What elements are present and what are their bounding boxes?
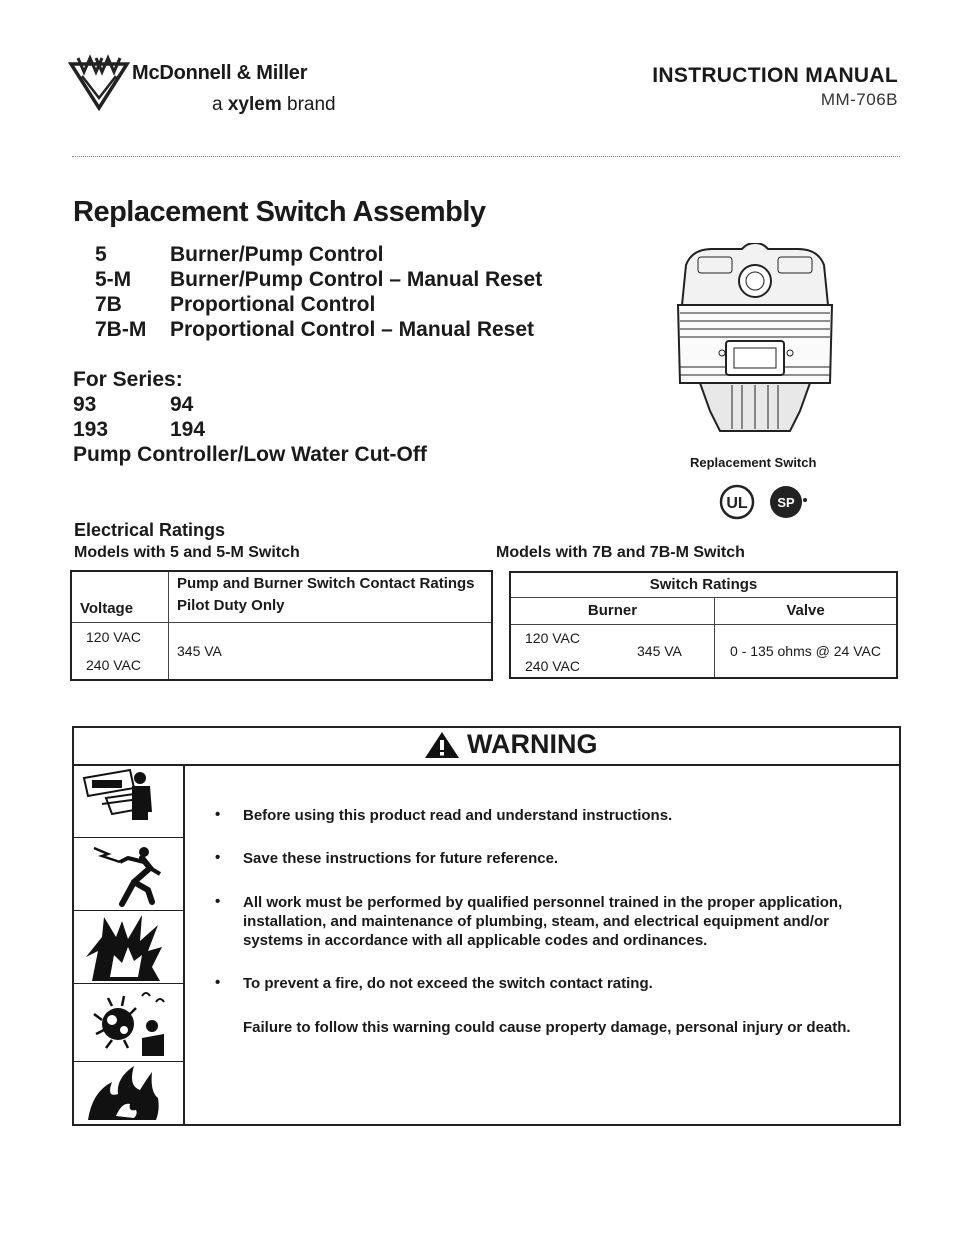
replacement-switch-image bbox=[672, 243, 838, 443]
series-description: Pump Controller/Low Water Cut-Off bbox=[73, 443, 427, 466]
bullet-marker: • bbox=[215, 974, 221, 991]
switch-ratings-header: Switch Ratings bbox=[510, 572, 897, 597]
valve-cell: 0 - 135 ohms @ 24 VAC bbox=[715, 624, 898, 678]
series-row: 93 94 bbox=[73, 393, 194, 416]
voltage-cell: 120 VAC 240 VAC bbox=[71, 622, 169, 680]
warning-bullet: Save these instructions for future reference. bbox=[243, 850, 559, 867]
brand-tagline: a xylem brand bbox=[212, 94, 336, 115]
contact-ratings-header: Pump and Burner Switch Contact Ratings Pilot Duty Only bbox=[169, 571, 493, 622]
model-row: 7B-M Proportional Control – Manual Reset bbox=[95, 318, 535, 341]
model-row: 5-M Burner/Pump Control – Manual Reset bbox=[95, 268, 543, 291]
image-caption: Replacement Switch bbox=[690, 455, 817, 470]
valve-header: Valve bbox=[715, 597, 898, 624]
bullet-marker: • bbox=[215, 893, 221, 910]
read-manual-icon bbox=[72, 764, 183, 838]
manual-title: INSTRUCTION MANUAL bbox=[652, 64, 898, 87]
electrical-ratings-title: Electrical Ratings bbox=[74, 520, 226, 540]
page-title: Replacement Switch Assembly bbox=[73, 196, 486, 228]
electric-shock-icon bbox=[72, 838, 183, 911]
bullet-marker: • bbox=[215, 806, 221, 823]
series-row: 193 194 bbox=[73, 418, 206, 441]
model-row: 5 Burner/Pump Control bbox=[95, 243, 384, 266]
hazard-icon-column bbox=[72, 764, 185, 1124]
brand-name: McDonnell & Miller bbox=[132, 62, 308, 84]
series-title: For Series: bbox=[73, 368, 183, 391]
table2-caption: Models with 7B and 7B-M Switch bbox=[496, 544, 745, 561]
brand-logo-icon bbox=[68, 54, 130, 112]
burner-header: Burner bbox=[510, 597, 715, 624]
burner-cell: 120 VAC 240 VAC 345 VA bbox=[510, 624, 715, 678]
svg-text:SP: SP bbox=[777, 495, 795, 510]
warning-title: WARNING bbox=[467, 729, 598, 759]
warning-bullet: To prevent a fire, do not exceed the switch contact rating. bbox=[243, 975, 653, 992]
csa-certification-icon bbox=[768, 484, 808, 520]
ul-certification-icon bbox=[719, 484, 755, 520]
fire-icon bbox=[72, 1062, 183, 1124]
bullet-marker: • bbox=[215, 849, 221, 866]
header-divider bbox=[72, 156, 900, 157]
table1-caption: Models with 5 and 5-M Switch bbox=[74, 544, 300, 561]
model-row: 7B Proportional Control bbox=[95, 293, 376, 316]
warning-triangle-icon bbox=[424, 731, 460, 759]
explosion-icon bbox=[72, 911, 183, 984]
scalding-icon bbox=[72, 984, 183, 1062]
voltage-header: Voltage bbox=[71, 571, 169, 622]
svg-text:UL: UL bbox=[726, 495, 748, 512]
warning-bullet: Before using this product read and understand instructions. bbox=[243, 807, 673, 824]
warning-bullet: All work must be performed by qualified personnel trained in the proper application, installation, and maintenance of plumbing, steam, and electrical equipment and/or systems in accordance with all applicable codes and ordinances. bbox=[243, 894, 843, 949]
manual-code: MM-706B bbox=[820, 90, 898, 109]
warning-footer: Failure to follow this warning could cause property damage, personal injury or death. bbox=[243, 1019, 851, 1036]
ratings-table-7b bbox=[509, 571, 898, 679]
rating-cell: 345 VA bbox=[169, 622, 493, 680]
ratings-table-5 bbox=[70, 570, 493, 681]
